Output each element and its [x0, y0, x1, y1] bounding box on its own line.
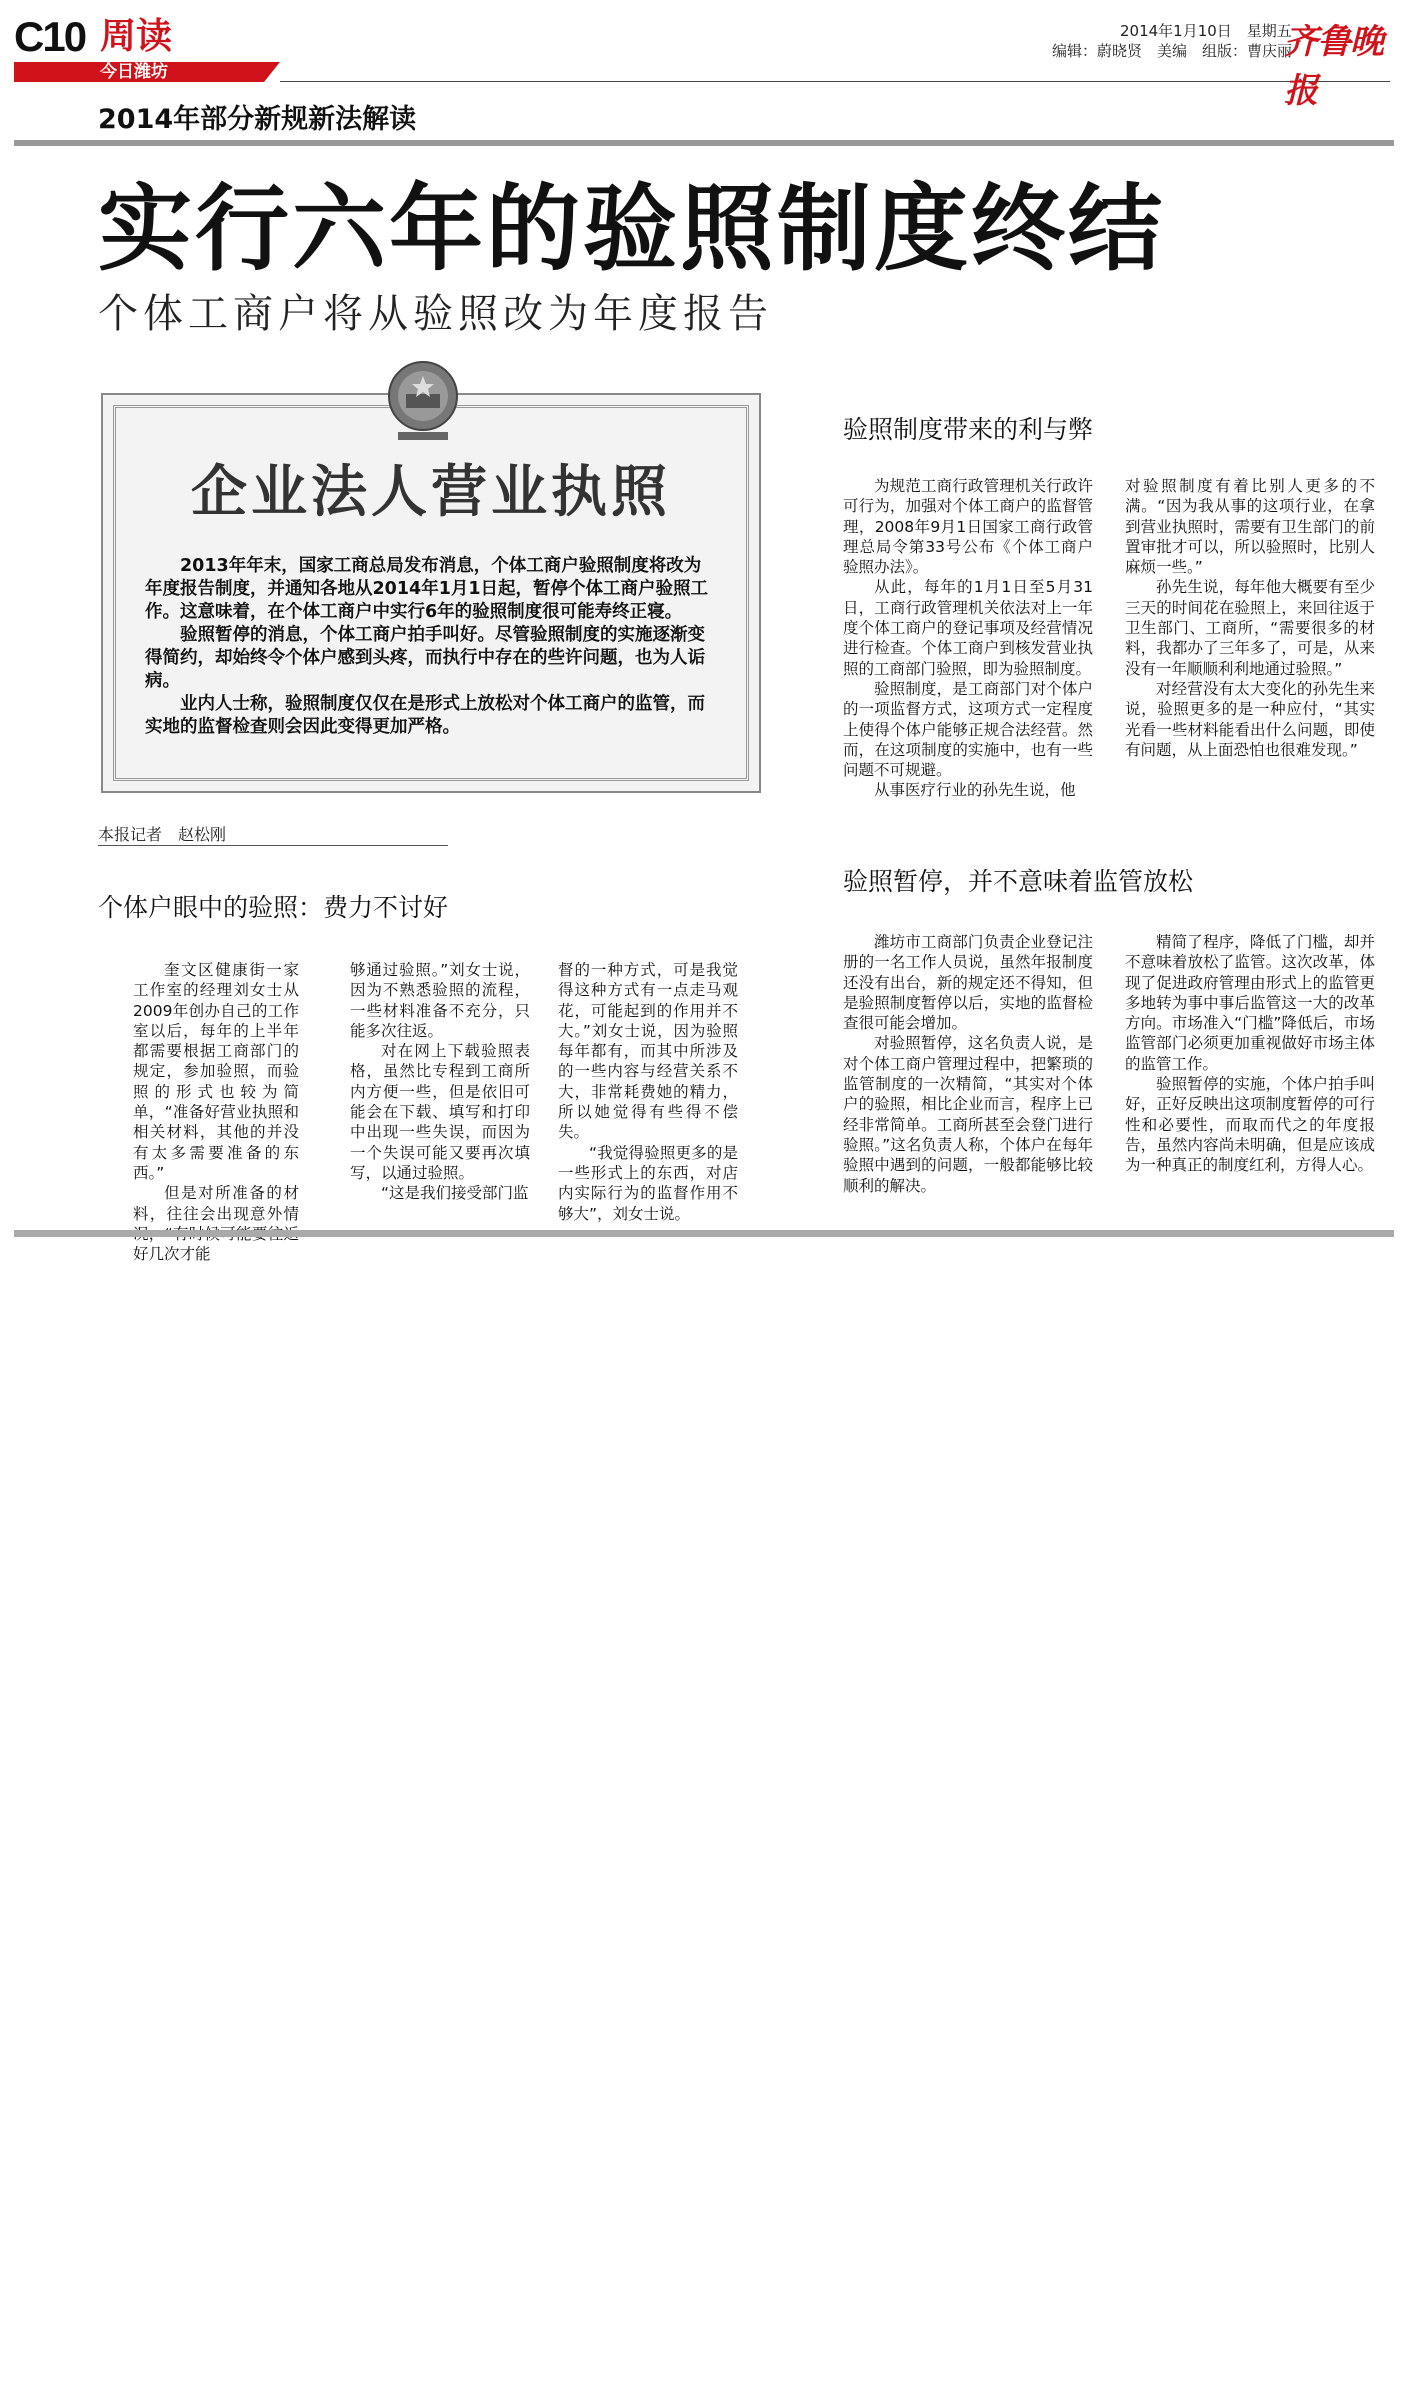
section-heading: 个体户眼中的验照：费力不讨好: [98, 893, 449, 922]
paragraph: 孙先生说，每年他大概要有至少三天的时间花在验照上，来回往返于卫生部门、工商所，“需要很多的材料，我都办了三年多了，可是，从来没有一年顺顺利利地通过验照。”: [1125, 578, 1375, 678]
column-name: 今日潍坊: [100, 62, 168, 82]
byline-rule: [98, 845, 448, 846]
kicker: 2014年部分新规新法解读: [98, 104, 417, 135]
article-column: [1125, 476, 1375, 760]
subheadline: 个体工商户将从验照改为年度报告: [98, 291, 773, 337]
bottom-rule: [14, 1230, 1394, 1237]
article-column: [558, 960, 738, 1224]
paragraph: 验照制度，是工商部门对个体户的一项监督方式，这项方式一定程度上使得个体户能够正规合法经营。然而，在这项制度的实施中，也有一些问题不可规避。: [843, 679, 1093, 780]
paragraph: 够通过验照。”刘女士说，因为不熟悉验照的流程，一些材料准备不充分，只能多次往返。: [350, 961, 530, 1040]
editor-credits: 编辑：蔚晓贤 美编 组版：曹庆丽: [1052, 42, 1293, 60]
paragraph: 对在网上下载验照表格，虽然比专程到工商所内方便一些，但是依旧可能会在下载、填写和打印中出现一些失误，而因为一个失误可能又要再次填写，以通过验照。: [350, 1042, 530, 1182]
kicker-rule: [14, 140, 1394, 146]
paragraph: 精简了程序，降低了门槛，却并不意味着放松了监管。这次改革，体现了促进政府管理由形式上的监管更多地转为事中事后监管这一大的改革方向。市场准入“门槛”降低后，市场监管部门必须更加重视做好市场主体的监管工作。: [1125, 933, 1375, 1073]
paragraph: 但是对所准备的材料，往往会出现意外情 好几次才能: [133, 1184, 299, 1264]
national-emblem-icon: [384, 348, 462, 448]
newspaper-logo: 齐鲁晚报: [1284, 22, 1383, 111]
section-heading: 验照暂停，并不意味着监管放松: [843, 867, 1194, 896]
paragraph: “我觉得验照更多的是一些形式上的东西，对店内实际行为的监督作用不够大”，刘女士说。: [558, 1143, 738, 1223]
lead-paragraph: 2013年年末，国家工商总局发布消息，个体工商户验照制度将改为年度报告制度，并通知各地从2014年1月1日起，暂停个体工商户验照工作。这意味着，在个体工商户中实行6年的验照制度很可能寿终正寝。: [145, 556, 709, 622]
paragraph: 对验照暂停，这名负责人说，是对个体工商户管理过程中，把繁琐的监管制度的一次精简，“其实对个体户的验照，相比企业而言，程序上已经非常简单。工商所甚至会登门进行验照。”这名负责人称，个体户在每年验照中遇到的问题，一般都能够比较顺利的解决。: [843, 1034, 1093, 1195]
section-heading: 验照制度带来的利与弊: [843, 415, 1094, 444]
paragraph: 从此，每年的1月1日至5月31日，工商行政管理机关依法对上一年度个体工商户的登记事项及经营情况进行检查。个体工商户到核发营业执照的工商部门验照，即为验照制度。: [843, 578, 1093, 678]
issue-date: 2014年1月10日 星期五: [1120, 22, 1292, 40]
paragraph: 督的一种方式，可是我觉得这种方式有一点走马观花，可能起到的作用并不大。”刘女士说，因为验照每年都有，而其中所涉及的一些内容与经营关系不大，非常耗费她的精力，所以她觉得有些得不偿失。: [558, 961, 738, 1142]
paragraph: 为规范工商行政管理机关行政许可行为，加强对个体工商户的监督管理，2008年9月1日国家工商行政管理总局令第33号公布《个体工商户验照办法》。: [843, 477, 1093, 577]
paragraph: 从事医疗行业的孙先生说，他: [874, 781, 1076, 800]
paragraph: “这是我们接受部门监: [381, 1184, 529, 1203]
page-number: C10: [14, 13, 86, 60]
paragraph: 奎文区健康街一家工作室的经理刘女士从2009年创办自己的工作室以后，每年的上半年都需要根据工商部门的规定，参加验照，而验照的形式也较为简单，“准备好营业执照和相关材料，其他的并没有太多需要准备的东西。”: [133, 961, 299, 1182]
header-divider: [280, 81, 1390, 82]
article-column: [843, 476, 1093, 801]
article-column: [350, 960, 530, 1204]
license-title: 企业法人营业执照: [191, 459, 671, 525]
byline: 本报记者 赵松刚: [98, 825, 227, 844]
article-column: [843, 932, 1093, 1196]
article-column: [133, 960, 299, 1264]
section-name: 周读: [100, 16, 173, 57]
lead-paragraph: 业内人士称，验照制度仅仅在是形式上放松对个体工商户的监管，而实地的监督检查则会因此变得更加严格。: [145, 694, 705, 737]
article-column: [1125, 932, 1375, 1176]
paragraph: 验照暂停的实施，个体户拍手叫好，正好反映出这项制度暂停的可行性和必要性，而取而代之的年度报告，虽然内容尚未明确，但是应该成为一种真正的制度红利，方得人心。: [1125, 1075, 1375, 1175]
paragraph: 对验照制度有着比别人更多的不满。“因为我从事的这项行业，在拿到营业执照时，需要有卫生部门的前置审批才可以，所以验照时，比别人麻烦一些。”: [1125, 477, 1375, 577]
paragraph: 对经营没有太大变化的孙先生来说，验照更多的是一种应付，“其实光看一些材料能看出什么问题，即使有问题，从上面恐怕也很难发现。”: [1125, 679, 1375, 759]
lead-paragraphs: [145, 555, 713, 739]
headline: 实行六年的验照制度终结: [98, 175, 1166, 284]
lead-paragraph: 验照暂停的消息，个体工商户拍手叫好。尽管验照制度的实施逐渐变得简约，却始终令个体户感到头疼，而执行中存在的些许问题，也为人诟病。: [145, 625, 705, 691]
paragraph: 潍坊市工商部门负责企业登记注册的一名工作人员说，虽然年报制度还没有出台，新的规定还不得知，但是验照制度暂停以后，实地的监督检查很可能会增加。: [843, 933, 1093, 1033]
